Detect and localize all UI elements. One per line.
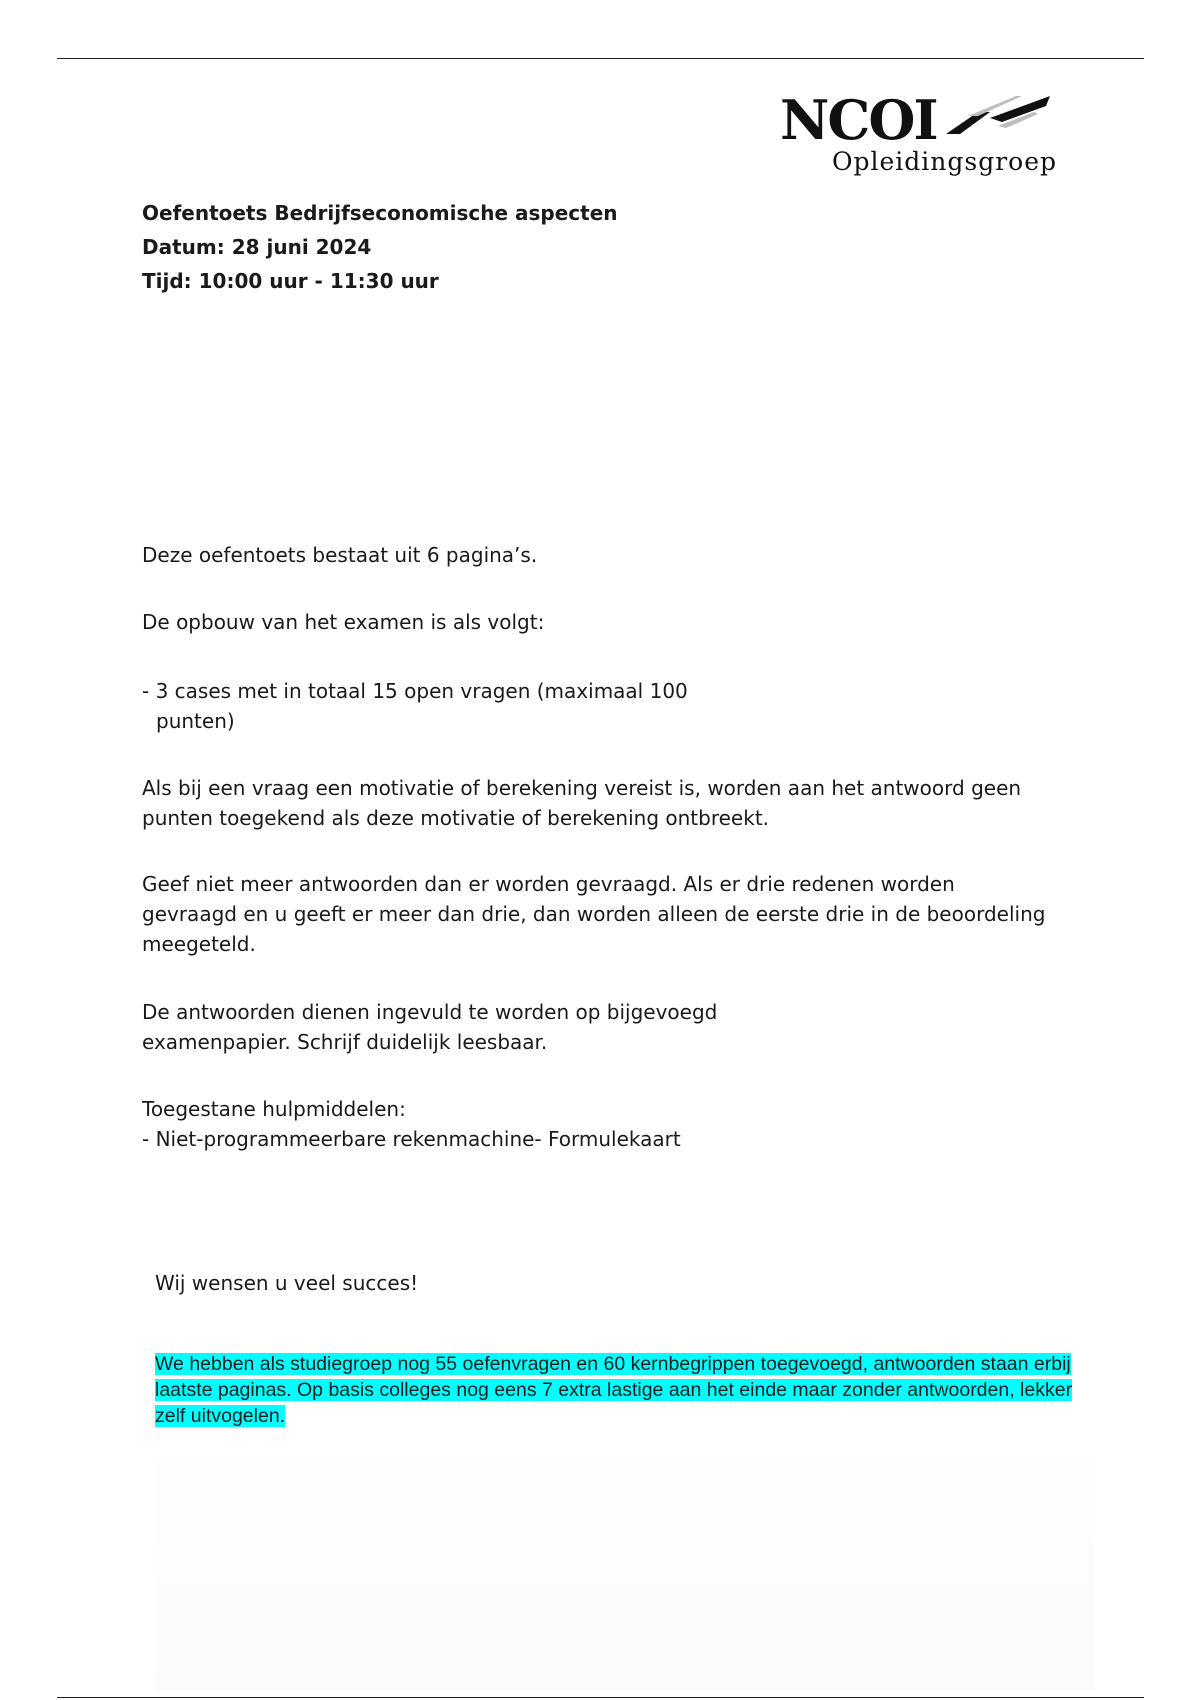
structure-item: - 3 cases met in totaal 15 open vragen (maximaal 100 punten): [142, 679, 688, 733]
closing-message: Wij wensen u veel succes!: [155, 1271, 419, 1295]
exam-date: Datum: 28 juni 2024: [142, 235, 372, 259]
logo-swoosh-icon: [938, 92, 1053, 140]
answer-sheet-info: De antwoorden dienen ingevuld te worden op bijgevoegd examenpapier. Schrijf duidelijk leesbaar.: [142, 1000, 718, 1054]
pages-info: Deze oefentoets bestaat uit 6 pagina’s.: [142, 543, 538, 567]
ncoi-logo: [780, 88, 1060, 183]
logo-subtitle: Opleidingsgroep: [832, 147, 1058, 176]
answers-rule: Geef niet meer antwoorden dan er worden gevraagd. Als er drie redenen worden gevraagd en u geeft er meer dan drie, dan worden alleen de eerste drie in de beoordeling meegeteld.: [142, 872, 1046, 956]
allowed-tools-list: - Niet-programmeerbare rekenmachine- Formulekaart: [142, 1127, 681, 1151]
highlighted-note-text: We hebben als studiegroep nog 55 oefenvragen en 60 kernbegrippen toegevoegd, antwoorden staan erbij laatste paginas. Op basis colleges nog eens 7 extra lastige aan het einde maar zonder antwoorden, lekker zelf uitvogelen.: [155, 1353, 1073, 1427]
top-rule: [57, 58, 1144, 59]
exam-title: Oefentoets Bedrijfseconomische aspecten: [142, 201, 618, 225]
motivation-rule: Als bij een vraag een motivatie of berekening vereist is, worden aan het antwoord geen punten toegekend als deze motivatie of berekening ontbreekt.: [142, 776, 1022, 830]
bottom-rule: [57, 1697, 1144, 1698]
structure-intro: De opbouw van het examen is als volgt:: [142, 610, 545, 634]
allowed-tools: Toegestane hulpmiddelen: - Niet-programmeerbare rekenmachine- Formulekaart: [142, 1094, 681, 1154]
logo-wordmark: NCOI: [780, 88, 937, 152]
page-background-fade: [155, 1430, 1095, 1690]
exam-time: Tijd: 10:00 uur - 11:30 uur: [142, 269, 439, 293]
study-group-note: [155, 1351, 1095, 1429]
